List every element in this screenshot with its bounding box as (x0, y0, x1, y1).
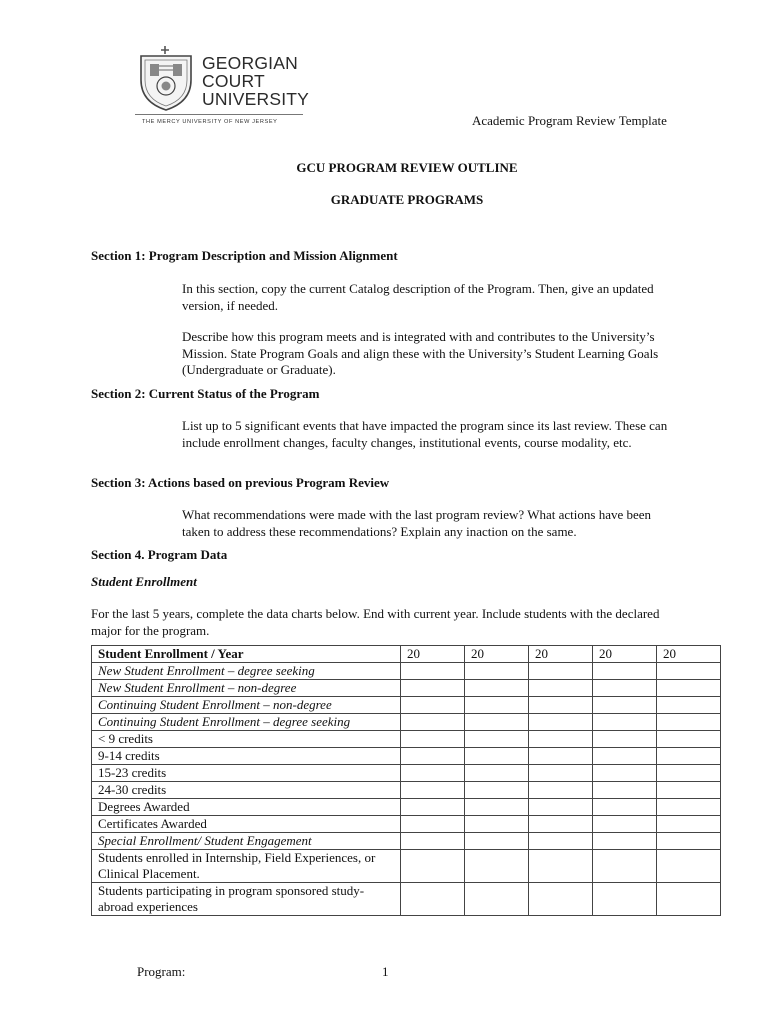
data-cell[interactable] (465, 731, 529, 748)
table-row (92, 731, 721, 748)
page-title: GCU PROGRAM REVIEW OUTLINE (296, 160, 518, 175)
data-cell[interactable] (657, 765, 721, 782)
data-cell[interactable] (593, 799, 657, 816)
logo-divider (135, 114, 303, 115)
enrollment-table (91, 645, 721, 916)
row-label: 15-23 credits (92, 765, 401, 782)
row-label: New Student Enrollment – non-degree (92, 680, 401, 697)
row-label: Degrees Awarded (92, 799, 401, 816)
year-header-3: 20 (529, 646, 593, 663)
table-row (92, 850, 721, 883)
section-1-paragraph-2: Describe how this program meets and is integrated with and contributes to the University’s Mission. State Program Goals and align these with the University’s Student Learning Goals (Undergraduate or Graduate). (182, 329, 659, 377)
data-cell[interactable] (465, 833, 529, 850)
data-cell[interactable] (401, 816, 465, 833)
table-row (92, 883, 721, 916)
data-cell[interactable] (529, 731, 593, 748)
data-cell[interactable] (593, 833, 657, 850)
data-cell[interactable] (529, 782, 593, 799)
data-cell[interactable] (465, 697, 529, 714)
row-label: < 9 credits (92, 731, 401, 748)
data-cell[interactable] (657, 714, 721, 731)
data-cell[interactable] (529, 799, 593, 816)
data-cell[interactable] (593, 731, 657, 748)
data-cell[interactable] (657, 850, 721, 883)
table-header-label: Student Enrollment / Year (92, 646, 401, 663)
row-label: Students enrolled in Internship, Field Experiences, or Clinical Placement. (92, 850, 401, 883)
logo-line-2: COURT (202, 71, 265, 91)
table-row (92, 799, 721, 816)
data-cell[interactable] (593, 765, 657, 782)
data-cell[interactable] (465, 883, 529, 916)
table-row (92, 680, 721, 697)
data-cell[interactable] (593, 680, 657, 697)
table-row (92, 782, 721, 799)
data-cell[interactable] (401, 731, 465, 748)
logo-line-3: UNIVERSITY (202, 89, 310, 109)
table-row (92, 833, 721, 850)
page-subtitle: GRADUATE PROGRAMS (330, 192, 484, 207)
data-cell[interactable] (529, 697, 593, 714)
data-cell[interactable] (401, 748, 465, 765)
data-cell[interactable] (465, 663, 529, 680)
section-4-heading: Section 4. Program Data (91, 547, 228, 562)
data-cell[interactable] (593, 697, 657, 714)
section-3-heading: Section 3: Actions based on previous Program Review (91, 475, 390, 490)
data-cell[interactable] (593, 663, 657, 680)
data-cell[interactable] (401, 799, 465, 816)
row-label: Continuing Student Enrollment – degree seeking (92, 714, 401, 731)
data-cell[interactable] (465, 680, 529, 697)
data-cell[interactable] (529, 663, 593, 680)
logo-wordmark (202, 54, 309, 108)
footer-program-label: Program: (137, 964, 186, 979)
table-row (92, 765, 721, 782)
row-label: Students participating in program sponsored study-abroad experiences (92, 883, 401, 916)
row-label: 9-14 credits (92, 748, 401, 765)
data-cell[interactable] (657, 782, 721, 799)
year-header-5: 20 (657, 646, 721, 663)
section-4-intro: For the last 5 years, complete the data charts below. End with current year. Include students with the declared major for the program. (91, 606, 660, 638)
data-cell[interactable] (657, 833, 721, 850)
data-cell[interactable] (401, 883, 465, 916)
data-cell[interactable] (465, 714, 529, 731)
row-label: New Student Enrollment – degree seeking (92, 663, 401, 680)
crest-icon (135, 44, 197, 112)
data-cell[interactable] (593, 883, 657, 916)
data-cell[interactable] (401, 833, 465, 850)
data-cell[interactable] (529, 748, 593, 765)
data-cell[interactable] (465, 765, 529, 782)
data-cell[interactable] (401, 680, 465, 697)
data-cell[interactable] (593, 714, 657, 731)
data-cell[interactable] (401, 663, 465, 680)
data-cell[interactable] (657, 748, 721, 765)
data-cell[interactable] (657, 680, 721, 697)
data-cell[interactable] (465, 748, 529, 765)
logo-tagline: THE MERCY UNIVERSITY OF NEW JERSEY (142, 119, 278, 125)
data-cell[interactable] (529, 850, 593, 883)
student-enrollment-subheading: Student Enrollment (91, 574, 197, 589)
data-cell[interactable] (465, 799, 529, 816)
year-header-4: 20 (593, 646, 657, 663)
table-row (92, 714, 721, 731)
row-label: Continuing Student Enrollment – non-degree (92, 697, 401, 714)
header-right-title: Academic Program Review Template (472, 113, 667, 128)
data-cell[interactable] (529, 833, 593, 850)
data-cell[interactable] (593, 782, 657, 799)
data-cell[interactable] (401, 697, 465, 714)
data-cell[interactable] (657, 883, 721, 916)
data-cell[interactable] (593, 748, 657, 765)
table-row (92, 816, 721, 833)
data-cell[interactable] (401, 714, 465, 731)
data-cell[interactable] (657, 731, 721, 748)
data-cell[interactable] (593, 816, 657, 833)
row-label: 24-30 credits (92, 782, 401, 799)
table-row (92, 697, 721, 714)
data-cell[interactable] (465, 850, 529, 883)
section-1-heading: Section 1: Program Description and Mission Alignment (91, 248, 398, 263)
data-cell[interactable] (465, 816, 529, 833)
data-cell[interactable] (465, 782, 529, 799)
data-cell[interactable] (529, 765, 593, 782)
data-cell[interactable] (401, 765, 465, 782)
data-cell[interactable] (529, 714, 593, 731)
section-2-heading: Section 2: Current Status of the Program (91, 386, 320, 401)
logo-line-1: GEORGIAN (202, 53, 298, 73)
data-cell[interactable] (657, 816, 721, 833)
data-cell[interactable] (401, 850, 465, 883)
section-1-paragraph-1: In this section, copy the current Catalog description of the Program. Then, give an updated version, if needed. (182, 281, 654, 313)
data-cell[interactable] (529, 883, 593, 916)
footer-page-number: 1 (382, 964, 389, 979)
row-label: Special Enrollment/ Student Engagement (92, 833, 401, 850)
data-cell[interactable] (657, 663, 721, 680)
data-cell[interactable] (529, 680, 593, 697)
table-row (92, 748, 721, 765)
table-row (92, 663, 721, 680)
row-label: Certificates Awarded (92, 816, 401, 833)
data-cell[interactable] (401, 782, 465, 799)
data-cell[interactable] (529, 816, 593, 833)
section-3-paragraph-1: What recommendations were made with the last program review? What actions have been taken to address these recommendations? Explain any inaction on the same. (182, 507, 652, 539)
data-cell[interactable] (657, 697, 721, 714)
table-header-row (92, 646, 721, 663)
section-2-paragraph-1: List up to 5 significant events that have impacted the program since its last review. These can include enrollment changes, faculty changes, institutional events, course modality, etc. (182, 418, 668, 450)
data-cell[interactable] (657, 799, 721, 816)
data-cell[interactable] (593, 850, 657, 883)
year-header-1: 20 (401, 646, 465, 663)
year-header-2: 20 (465, 646, 529, 663)
university-logo (135, 44, 310, 130)
